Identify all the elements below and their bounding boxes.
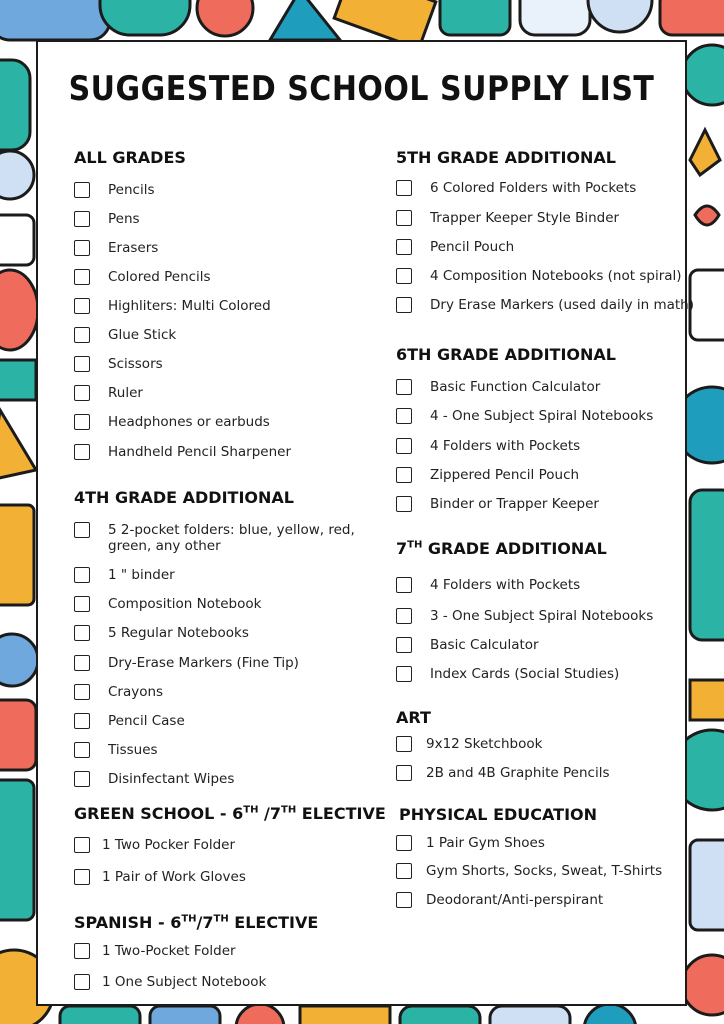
- list-item-label: Scissors: [108, 356, 163, 372]
- checkbox[interactable]: [396, 408, 412, 424]
- list-item-label: Crayons: [108, 684, 164, 700]
- list-item-label: Pencils: [108, 182, 155, 198]
- checkbox[interactable]: [74, 211, 90, 227]
- list-item-label: 4 Folders with Pockets: [430, 438, 581, 454]
- checkbox[interactable]: [74, 625, 90, 641]
- list-item-label: 9x12 Sketchbook: [426, 736, 543, 752]
- checkbox[interactable]: [74, 974, 90, 990]
- list-item-label: Highliters: Multi Colored: [108, 298, 271, 314]
- list-item-label: Pencil Pouch: [430, 239, 515, 255]
- list-item-label: Binder or Trapper Keeper: [430, 496, 599, 512]
- checkbox[interactable]: [396, 863, 412, 879]
- checkbox[interactable]: [396, 180, 412, 196]
- checkbox[interactable]: [396, 666, 412, 682]
- list-item-label: Index Cards (Social Studies): [430, 666, 620, 682]
- list-item-label: 2B and 4B Graphite Pencils: [426, 765, 610, 781]
- checkbox[interactable]: [396, 765, 412, 781]
- section-title-spanish: SPANISH - 6TH/7TH ELECTIVE: [74, 913, 319, 932]
- checkbox[interactable]: [74, 837, 90, 853]
- checkbox[interactable]: [396, 210, 412, 226]
- list-item-label: Composition Notebook: [108, 596, 262, 612]
- checkbox[interactable]: [396, 379, 412, 395]
- list-item-label: 1 " binder: [108, 567, 175, 583]
- checkbox[interactable]: [396, 438, 412, 454]
- checkbox[interactable]: [396, 297, 412, 313]
- list-item-label: Gym Shorts, Socks, Sweat, T-Shirts: [426, 863, 663, 879]
- checkbox[interactable]: [396, 736, 412, 752]
- list-item-label: 6 Colored Folders with Pockets: [430, 180, 637, 196]
- checkbox[interactable]: [396, 637, 412, 653]
- checkbox[interactable]: [74, 298, 90, 314]
- checkbox[interactable]: [74, 269, 90, 285]
- list-item-label: Handheld Pencil Sharpener: [108, 444, 291, 460]
- list-item-label: Tissues: [108, 742, 158, 758]
- checkbox[interactable]: [74, 240, 90, 256]
- list-item-label: 4 Folders with Pockets: [430, 577, 581, 593]
- list-item-label: Pencil Case: [108, 713, 185, 729]
- checkbox[interactable]: [396, 467, 412, 483]
- list-item-label: Erasers: [108, 240, 159, 256]
- supply-list-card: [36, 40, 694, 1006]
- checkbox[interactable]: [74, 943, 90, 959]
- list-item-label: 1 Pair Gym Shoes: [426, 835, 545, 851]
- checkbox[interactable]: [396, 496, 412, 512]
- checkbox[interactable]: [74, 414, 90, 430]
- checkbox[interactable]: [396, 577, 412, 593]
- checkbox[interactable]: [396, 892, 412, 908]
- section-title-grade5: 5TH GRADE ADDITIONAL: [396, 148, 616, 167]
- list-item-label: Glue Stick: [108, 327, 177, 343]
- checkbox[interactable]: [396, 608, 412, 624]
- checkbox[interactable]: [74, 742, 90, 758]
- list-item-label: Headphones or earbuds: [108, 414, 270, 430]
- list-item-label: Trapper Keeper Style Binder: [430, 210, 620, 226]
- list-item-label: Dry Erase Markers (used daily in math): [430, 297, 694, 313]
- checkbox[interactable]: [74, 684, 90, 700]
- list-item-label: Disinfectant Wipes: [108, 771, 235, 787]
- list-item-label: 1 Two Pocker Folder: [102, 837, 236, 853]
- list-item-label: Deodorant/Anti-perspirant: [426, 892, 604, 908]
- list-item-label: 5 2-pocket folders: blue, yellow, red, green, any other: [108, 522, 355, 554]
- section-title-grade7: 7TH GRADE ADDITIONAL: [396, 539, 607, 558]
- checkbox[interactable]: [74, 771, 90, 787]
- list-item-label: 5 Regular Notebooks: [108, 625, 249, 641]
- list-item-label: Ruler: [108, 385, 143, 401]
- list-item-label: Basic Calculator: [430, 637, 539, 653]
- checkbox[interactable]: [74, 567, 90, 583]
- list-item-label: 4 Composition Notebooks (not spiral): [430, 268, 682, 284]
- checkbox[interactable]: [396, 835, 412, 851]
- checkbox[interactable]: [74, 182, 90, 198]
- page-title: SUGGESTED SCHOOL SUPPLY LIST: [68, 69, 655, 110]
- checkbox[interactable]: [396, 268, 412, 284]
- section-title-art: ART: [396, 708, 431, 727]
- section-title-green-school: GREEN SCHOOL - 6TH /7TH ELECTIVE: [74, 804, 386, 823]
- list-item-label: 1 Two-Pocket Folder: [102, 943, 236, 959]
- list-item-label: Basic Function Calculator: [430, 379, 601, 395]
- list-item-label: Zippered Pencil Pouch: [430, 467, 580, 483]
- list-item-label: 3 - One Subject Spiral Notebooks: [430, 608, 654, 624]
- checkbox[interactable]: [74, 327, 90, 343]
- checkbox[interactable]: [74, 385, 90, 401]
- checkbox[interactable]: [396, 239, 412, 255]
- list-item-label: 4 - One Subject Spiral Notebooks: [430, 408, 654, 424]
- checkbox[interactable]: [74, 869, 90, 885]
- checkbox[interactable]: [74, 522, 90, 538]
- section-title-all-grades: ALL GRADES: [74, 148, 186, 167]
- checkbox[interactable]: [74, 655, 90, 671]
- list-item-label: Dry-Erase Markers (Fine Tip): [108, 655, 299, 671]
- list-item-label: 1 One Subject Notebook: [102, 974, 267, 990]
- section-title-grade4: 4TH GRADE ADDITIONAL: [74, 488, 294, 507]
- list-item-label: Colored Pencils: [108, 269, 211, 285]
- checkbox[interactable]: [74, 713, 90, 729]
- list-item-label: 1 Pair of Work Gloves: [102, 869, 246, 885]
- checkbox[interactable]: [74, 444, 90, 460]
- section-title-grade6: 6TH GRADE ADDITIONAL: [396, 345, 616, 364]
- checkbox[interactable]: [74, 356, 90, 372]
- section-title-pe: PHYSICAL EDUCATION: [399, 805, 598, 824]
- checkbox[interactable]: [74, 596, 90, 612]
- list-item-label: Pens: [108, 211, 140, 227]
